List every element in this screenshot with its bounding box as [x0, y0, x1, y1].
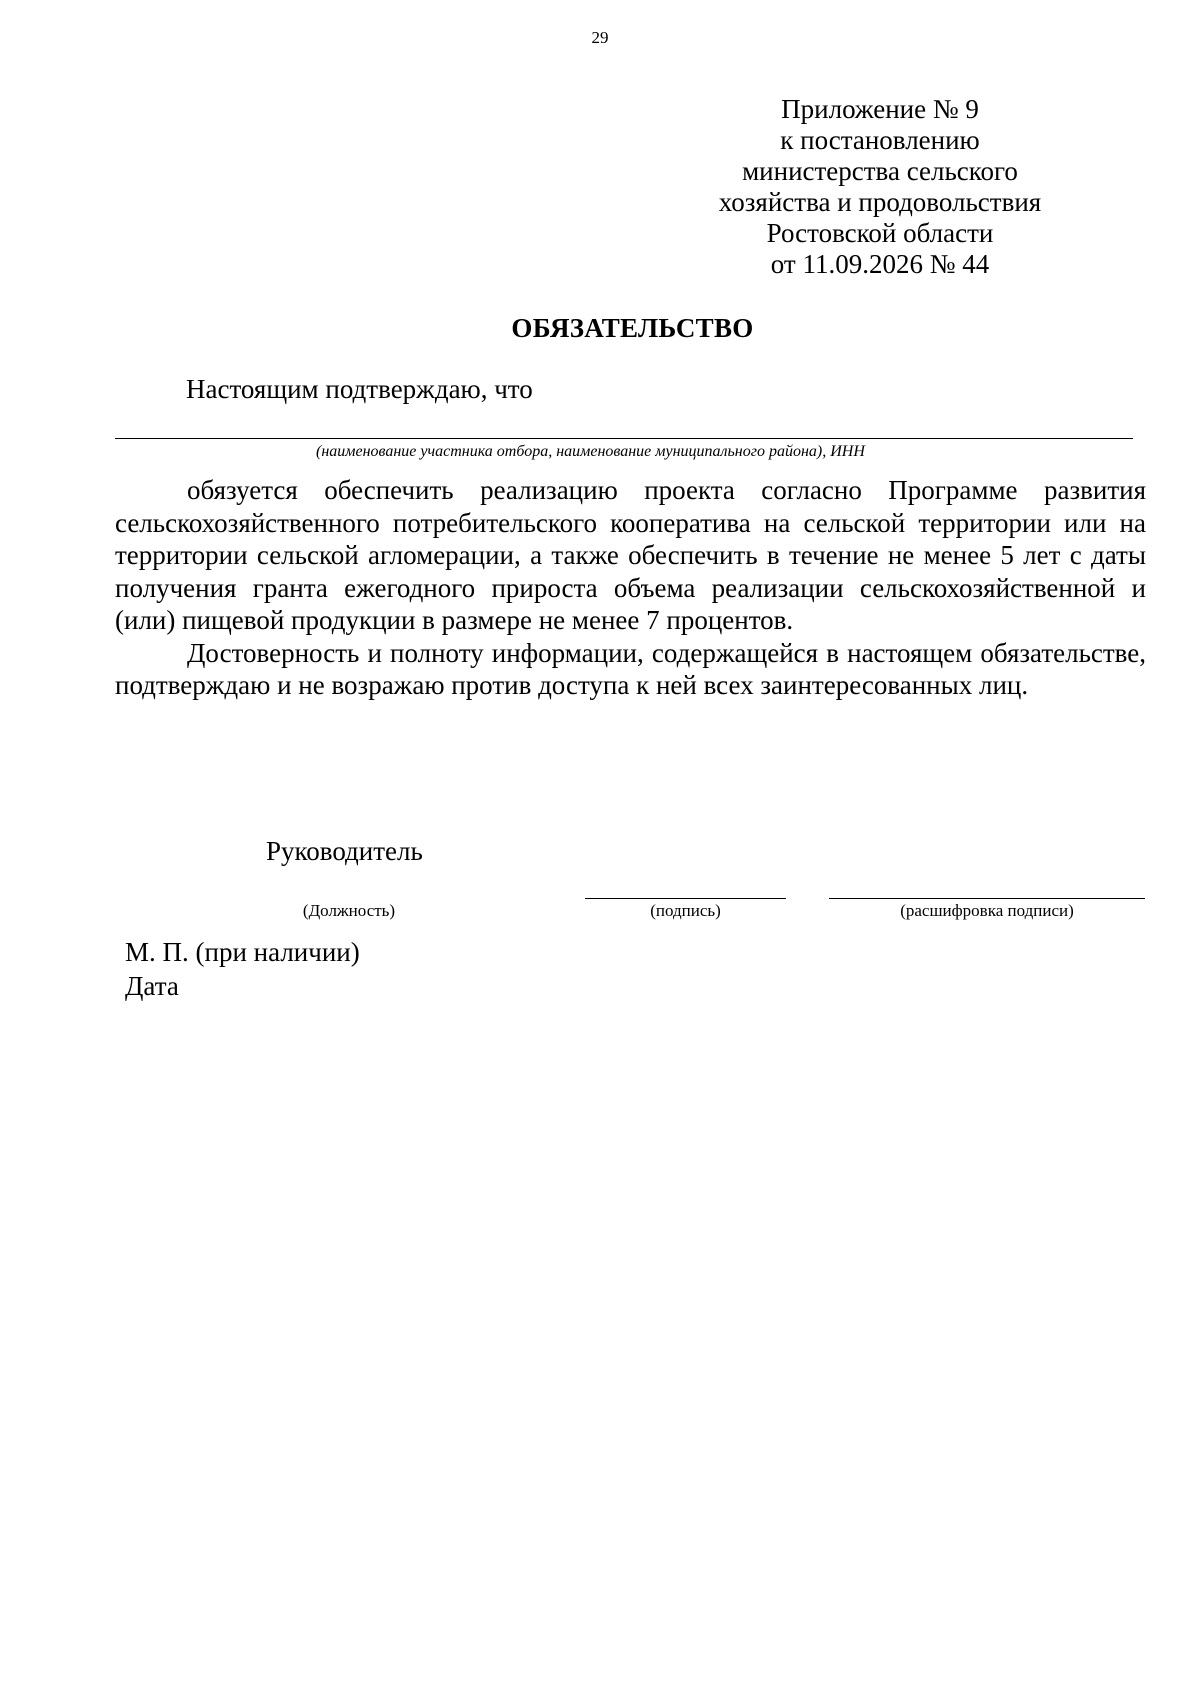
appendix-line: от 11.09.2026 № 44	[770, 249, 990, 279]
confirm-statement: Настоящим подтверждаю, что	[186, 374, 533, 404]
appendix-header	[700, 94, 1060, 280]
participant-name-field-line	[115, 438, 1133, 439]
appendix-line: Приложение № 9	[781, 94, 979, 124]
signature-caption: (подпись)	[650, 901, 721, 920]
signature-decode-line	[829, 898, 1145, 899]
signature-decode-caption: (расшифровка подписи)	[900, 901, 1074, 920]
page-number: 29	[591, 28, 609, 47]
appendix-line: хозяйства и продовольствия	[718, 187, 1042, 217]
position-value: Руководитель	[266, 836, 423, 866]
appendix-line: Ростовской области	[766, 218, 994, 248]
signature-line	[585, 898, 786, 899]
appendix-line: к постановлению	[780, 125, 980, 155]
appendix-line: министерства сельского	[742, 156, 1018, 186]
obligation-body	[115, 474, 1146, 702]
reliability-paragraph: Достоверность и полноту информации, содержащейся в настоящем обязательстве, подтверждаю и не возражаю против доступа к ней всех заинтересованных лиц.	[115, 637, 1146, 700]
obligation-paragraph: обязуется обеспечить реализацию проекта согласно Программе развития сельскохозяйственного потребительского кооператива на сельской территории или на территории сельской агломерации, а также обеспечить в течение не менее 5 лет с даты получения гранта ежегодного прироста объема реализации сельскохозяйственной и (или) пищевой продукции в размере не менее 7 процентов.	[115, 475, 1146, 635]
document-title: ОБЯЗАТЕЛЬСТВО	[511, 313, 754, 343]
position-caption: (Должность)	[302, 901, 396, 920]
stamp-and-date	[125, 935, 360, 1003]
date-label: Дата	[125, 971, 179, 1001]
participant-name-caption: (наименование участника отбора, наименование муниципального района), ИНН	[316, 443, 865, 460]
stamp-label: М. П. (при наличии)	[125, 937, 360, 967]
